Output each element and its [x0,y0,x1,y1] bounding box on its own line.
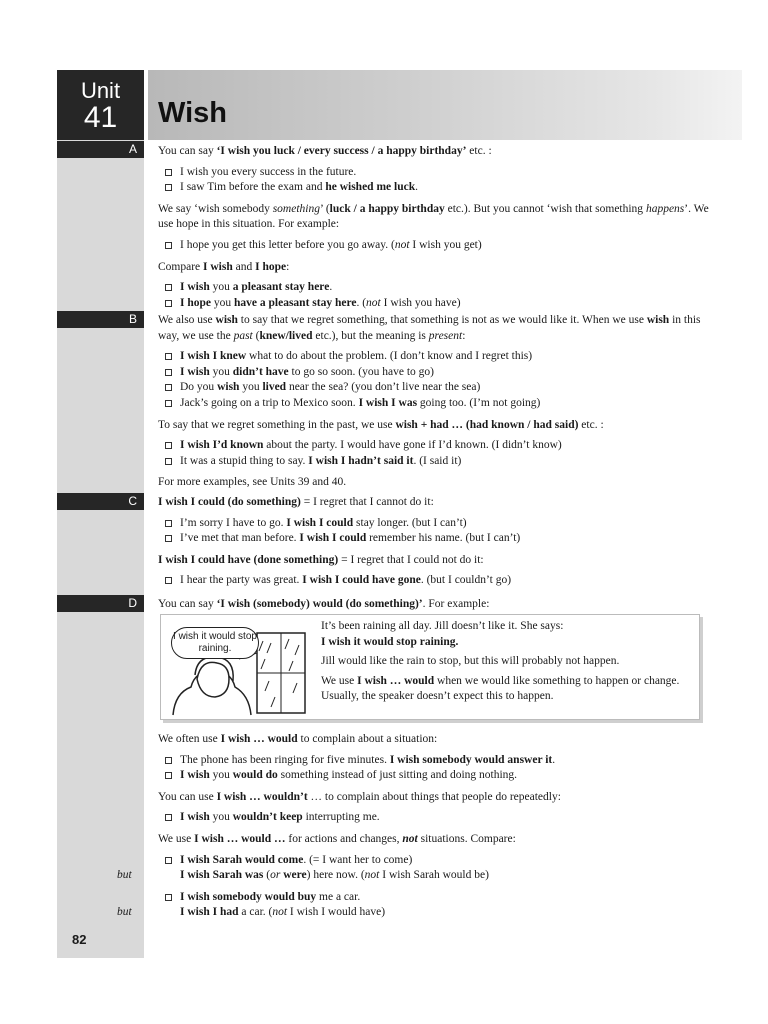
section-label-c: C [128,494,137,508]
example: I’m sorry I have to go. I wish I could stay longer. (but I can’t) [180,516,718,532]
section-a [158,144,718,311]
example: I wish you would do something instead of just sitting and doing nothing. [180,768,718,784]
section-b-para-3: For more examples, see Units 39 and 40. [158,476,347,489]
example: I saw Tim before the exam and he wished me luck. [180,180,718,196]
example: I wish you every success in the future. [180,165,718,181]
section-label-d: D [128,596,137,610]
section-d [117,732,718,921]
illustration-para-2: Jill would like the rain to stop, but this will probably not happen. [321,655,620,668]
section-c-para-1: I wish I could (do something) = I regret that I cannot do it: [158,496,434,508]
section-b-para-2: To say that we regret something in the past, we use wish + had … (had known / had said) etc. : [158,418,604,431]
example: I wish somebody would buy me a car. [180,890,718,906]
section-bar-c [57,493,144,510]
example: Jack’s going on a trip to Mexico soon. I wish I was going too. (I’m not going) [180,396,718,412]
section-d-para-1: You can say ‘I wish (somebody) would (do something)’. For example: [158,598,490,610]
section-label-a: A [128,142,137,156]
section-c-para-2: I wish I could have (done something) = I regret that I could not do it: [158,553,484,566]
example: I’ve met that man before. I wish I could remember his name. (but I can’t) [180,531,718,547]
example: I hope you have a pleasant stay here. (not I wish you have) [180,296,718,312]
example: The phone has been ringing for five minutes. I wish somebody would answer it. [180,753,718,769]
sidebar [57,70,144,958]
page-number: 82 [72,932,87,947]
section-bar-a [57,141,144,158]
unit-number: 41 [83,101,118,134]
header-band [148,70,742,140]
example: I wish you a pleasant stay here. [180,280,718,296]
example: I wish I knew what to do about the problem. (I don’t know and I regret this) [180,349,718,365]
illustration-text [321,619,693,709]
example: I wish Sarah would come. (= I want her to come) [180,853,718,869]
illustration-para-3: We use I wish … would when we would like something to happen or change. Usually, the speaker doesn’t expect this to happen. [321,674,680,703]
section-d-para-4: We use I wish … would … for actions and changes, not situations. Compare: [158,832,516,845]
illustration-box [160,614,700,720]
example: I wish I’d known about the party. I would have gone if I’d known. (I didn’t know) [180,438,718,454]
section-d-para-3: You can use I wish … wouldn’t … to complain about things that people do repeatedly: [158,790,561,803]
example: It was a stupid thing to say. I wish I hadn’t said it. (I said it) [180,454,718,470]
section-a-para-2: We say ‘wish somebody something’ (luck / a happy birthday etc.). But you cannot ‘wish that something happens’. We use hope in this situation. For example: [158,202,709,231]
section-c [158,495,718,589]
illustration-quote: I wish it would stop raining. [321,635,459,648]
section-a-para-1: You can say ‘I wish you luck / every success / a happy birthday’ etc. : [158,145,492,157]
contrast-row: but I wish Sarah was (or were) here now. (not I wish Sarah would be) [117,869,489,882]
section-d-para-2: We often use I wish … would to complain about a situation: [158,733,438,745]
section-b [158,313,718,496]
example: I wish you didn’t have to go so soon. (you have to go) [180,365,718,381]
contrast-row: but I wish I had a car. (not I wish I would have) [117,906,386,919]
section-a-para-3: Compare I wish and I hope: [158,260,290,273]
page-title: Wish [158,97,228,129]
unit-label: Unit [80,78,121,103]
example: I hear the party was great. I wish I could have gone. (but I couldn’t go) [180,573,718,589]
illustration-para-1: It’s been raining all day. Jill doesn’t like it. She says: [321,620,564,632]
example: Do you wish you lived near the sea? (you don’t live near the sea) [180,380,718,396]
speech-bubble: I wish it would stop raining. [171,627,259,659]
section-b-para-1: We also use wish to say that we regret something, that something is not as we would like it. When we use wish in this way, we use the past (knew/lived etc.), but the meaning is present: [158,314,701,342]
section-label-b: B [128,312,137,326]
example: I wish you wouldn’t keep interrupting me. [180,810,718,826]
unit-badge [57,70,144,140]
example: I hope you get this letter before you go away. (not I wish you get) [180,238,718,254]
section-bar-b [57,311,144,328]
section-bar-d [57,595,144,612]
